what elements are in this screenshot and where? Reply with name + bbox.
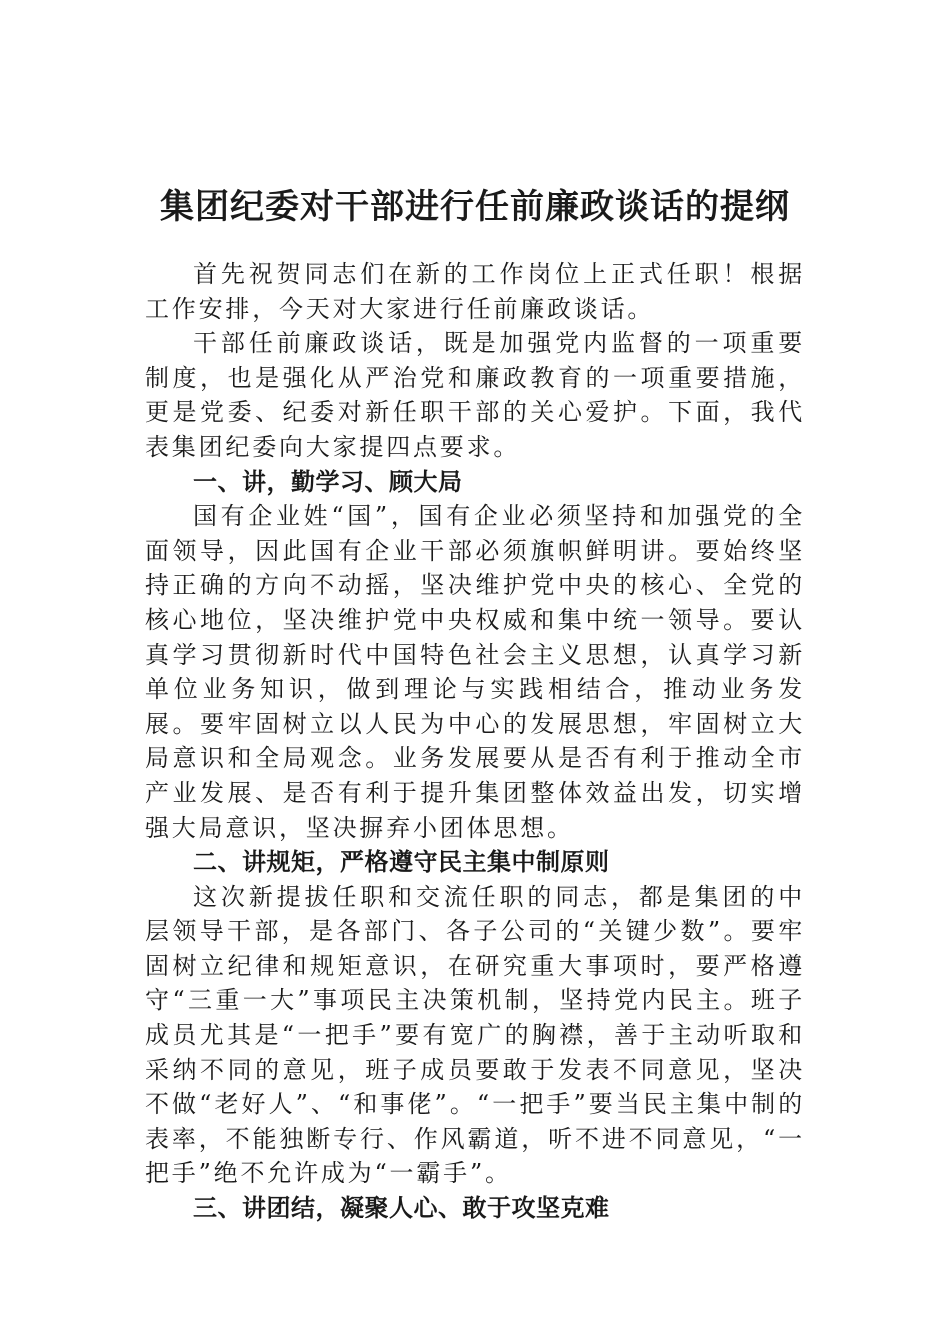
document-title: 集团纪委对干部进行任前廉政谈话的提纲 (160, 186, 790, 227)
document-body (145, 257, 805, 1226)
section-2-body: 这次新提拔任职和交流任职的同志，都是集团的中层领导干部，是各部门、各子公司的“关键少数”。要牢固树立纪律和规矩意识，在研究重大事项时，要严格遵守“三重一大”事项民主决策机制，坚持党内民主。班子成员尤其是“一把手”要有宽广的胸襟，善于主动听取和采纳不同的意见，班子成员要敢于发表不同意见，坚决不做“老好人”、“和事佬”。“一把手”要当民主集中制的表率，不能独断专行、作风霸道，听不进不同意见，“一把手”绝不允许成为“一霸手”。 (145, 882, 805, 1188)
intro-paragraph: 首先祝贺同志们在新的工作岗位上正式任职！根据工作安排，今天对大家进行任前廉政谈话。 (145, 260, 805, 323)
section-1-body: 国有企业姓“国”，国有企业必须坚持和加强党的全面领导，因此国有企业干部必须旗帜鲜明讲。要始终坚持正确的方向不动摇，坚决维护党中央的核心、全党的核心地位，坚决维护党中央权威和集中统一领导。要认真学习贯彻新时代中国特色社会主义思想，认真学习新单位业务知识，做到理论与实践相结合，推动业务发展。要牢固树立以人民为中心的发展思想，牢固树立大局意识和全局观念。业务发展要从是否有利于推动全市产业发展、是否有利于提升集团整体效益出发，切实增强大局意识，坚决摒弃小团体思想。 (145, 502, 805, 842)
purpose-paragraph: 干部任前廉政谈话，既是加强党内监督的一项重要制度，也是强化从严治党和廉政教育的一项重要措施，更是党委、纪委对新任职干部的关心爱护。下面，我代表集团纪委向大家提四点要求。 (145, 329, 805, 461)
section-1-heading: 一、讲，勤学习、顾大局 (193, 467, 463, 496)
section-3-heading: 三、讲团结，凝聚人心、敢于攻坚克难 (193, 1194, 610, 1223)
section-2-heading: 二、讲规矩，严格遵守民主集中制原则 (193, 848, 610, 877)
